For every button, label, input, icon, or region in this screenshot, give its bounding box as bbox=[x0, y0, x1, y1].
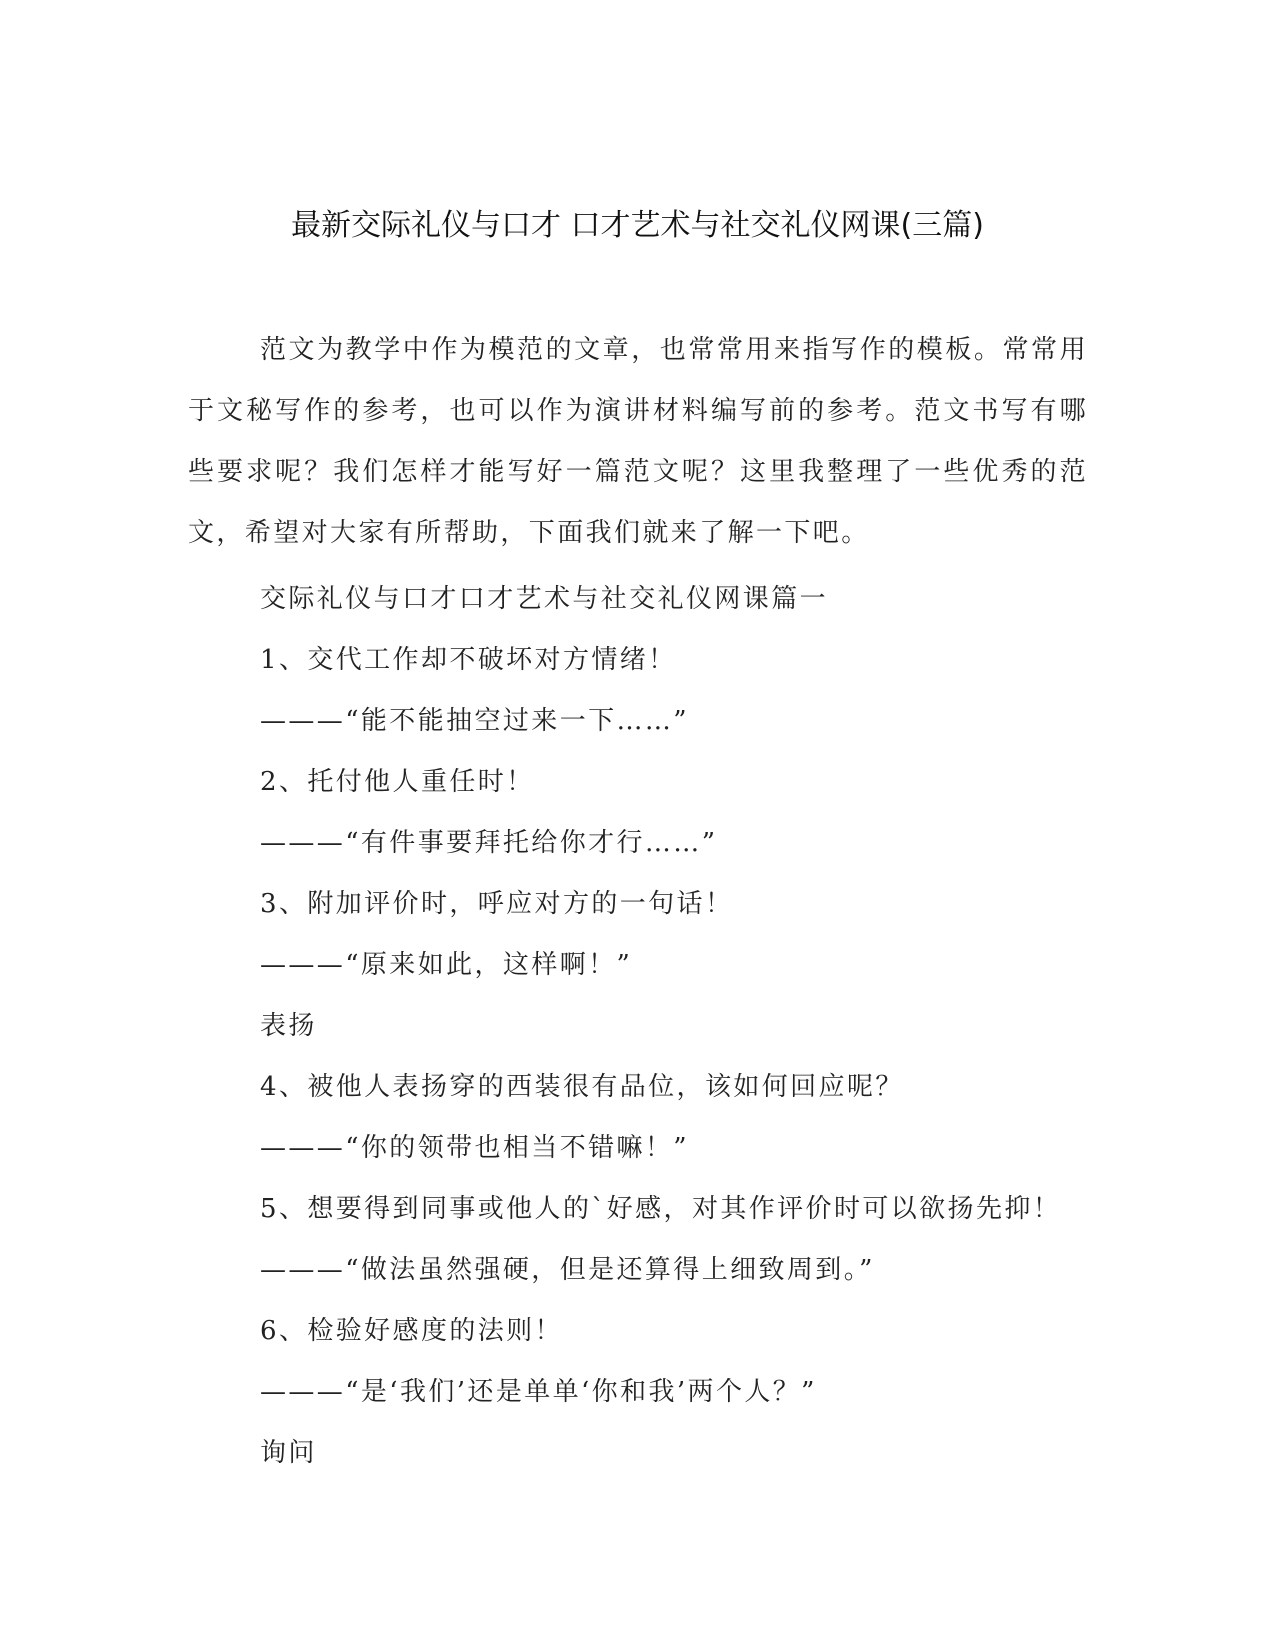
document-body bbox=[188, 320, 1088, 1484]
document-title: 最新交际礼仪与口才 口才艺术与社交礼仪网课(三篇) bbox=[291, 208, 984, 243]
list-item-4: 4、被他人表扬穿的西装很有品位，该如何回应呢？ bbox=[260, 1072, 904, 1102]
quote-line: ———“你的领带也相当不错嘛！” bbox=[260, 1133, 689, 1163]
list-item-1: 1、交代工作却不破坏对方情绪！ bbox=[260, 645, 677, 675]
quote-line: ———“做法虽然强硬，但是还算得上细致周到。” bbox=[260, 1255, 875, 1285]
section-heading: 交际礼仪与口才口才艺术与社交礼仪网课篇一 bbox=[260, 584, 829, 614]
quote-line: ———“原来如此，这样啊！” bbox=[260, 950, 633, 980]
subheading-inquiry: 询问 bbox=[260, 1438, 317, 1468]
list-item-3: 3、附加评价时，呼应对方的一句话！ bbox=[260, 889, 734, 919]
list-item-6: 6、检验好感度的法则！ bbox=[260, 1316, 563, 1346]
list-item-2: 2、托付他人重任时！ bbox=[260, 767, 535, 797]
quote-line: ———“有件事要拜托给你才行……” bbox=[260, 828, 718, 858]
quote-line: ———“能不能抽空过来一下……” bbox=[260, 706, 689, 736]
list-item-5: 5、想要得到同事或他人的`好感，对其作评价时可以欲扬先抑！ bbox=[260, 1194, 1062, 1224]
subheading-praise: 表扬 bbox=[260, 1011, 317, 1041]
quote-line: ———“是‘我们’还是单单‘你和我’两个人？” bbox=[260, 1377, 817, 1407]
intro-paragraph: 范文为教学中作为模范的文章，也常常用来指写作的模板。常常用于文秘写作的参考，也可以作为演讲材料编写前的参考。范文书写有哪些要求呢？我们怎样才能写好一篇范文呢？这里我整理了一些优秀的范文，希望对大家有所帮助，下面我们就来了解一下吧。 bbox=[188, 335, 1088, 548]
